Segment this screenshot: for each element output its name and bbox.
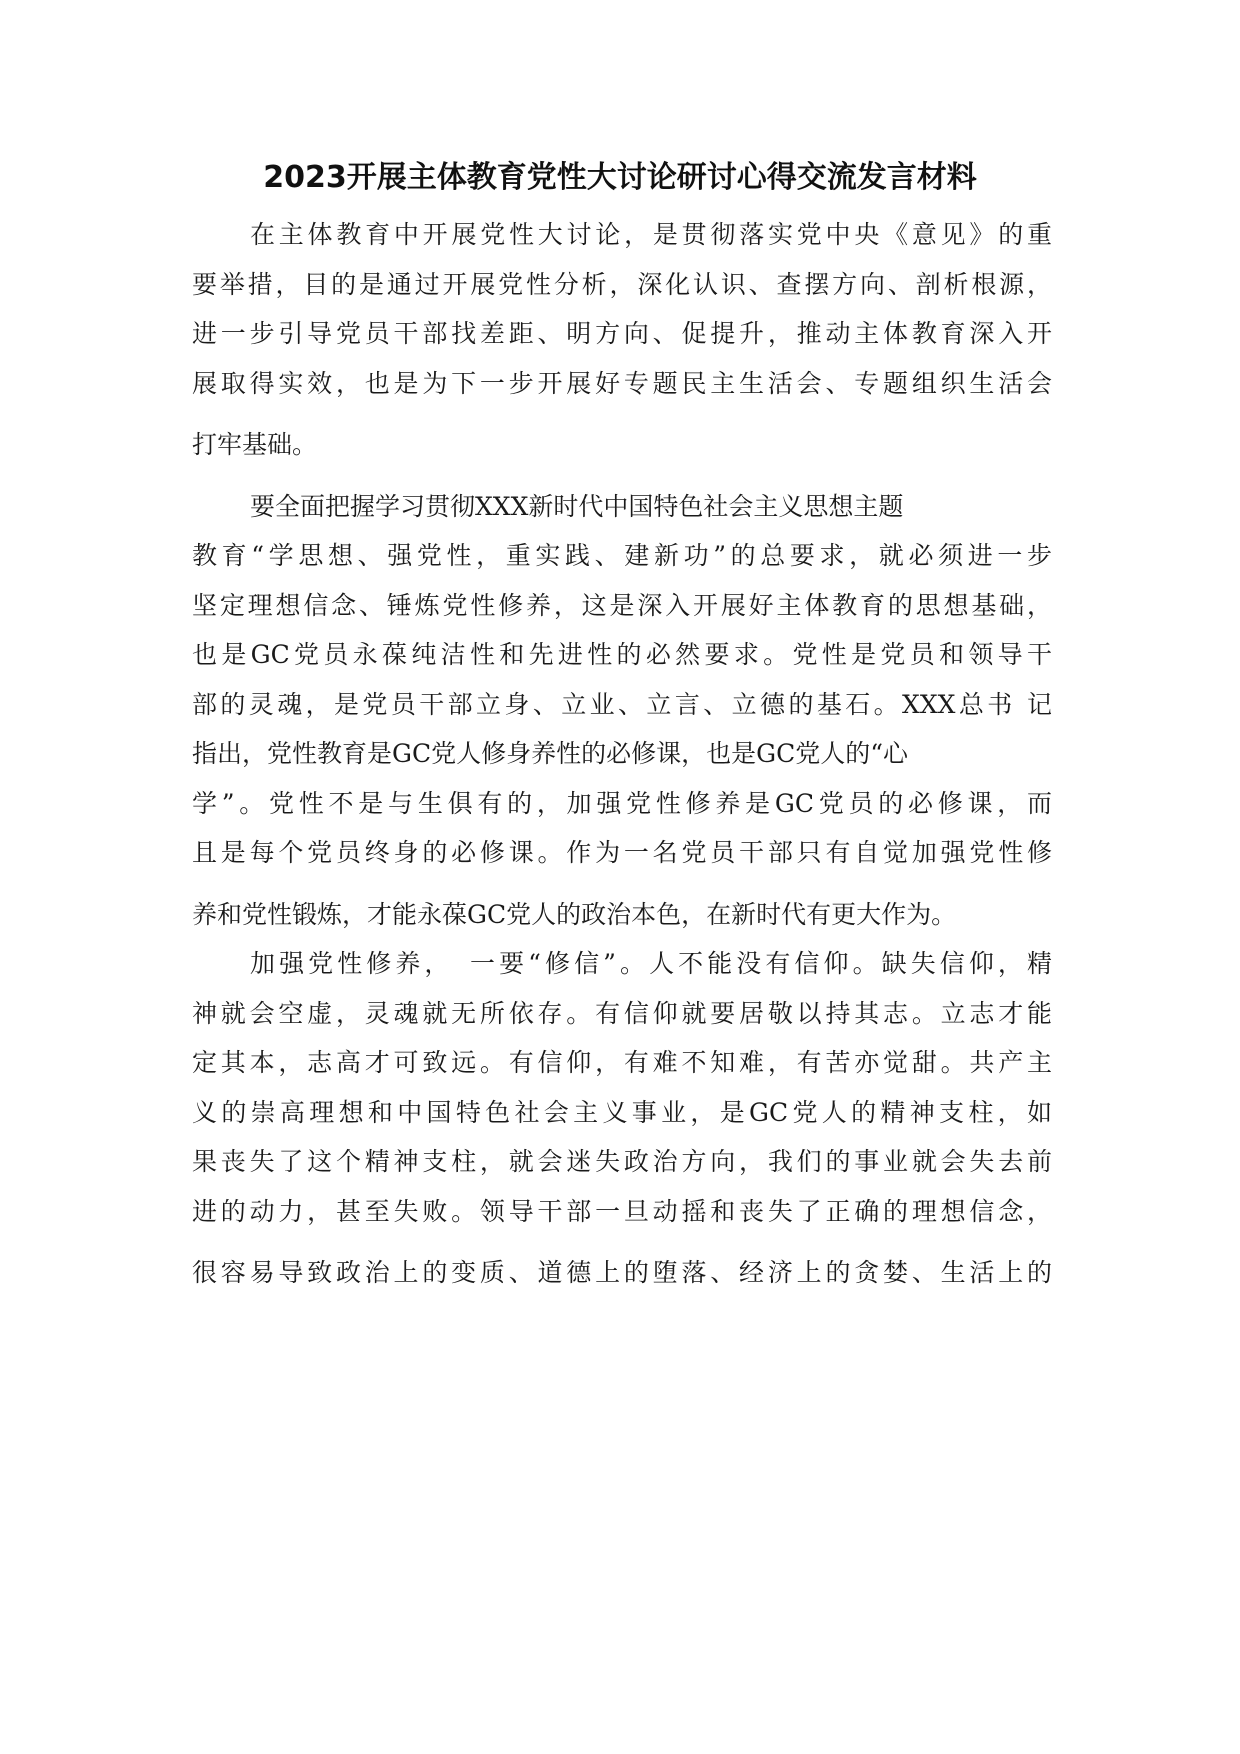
- text-line: 学”。党性不是与生俱有的，加强党性修养是GC党员的必修课，而: [192, 788, 1052, 818]
- document-body: [192, 210, 1052, 1298]
- text-line: 坚定理想信念、锤炼党性修养，这是深入开展好主体教育的思想基础，: [192, 590, 1052, 620]
- paragraph-1: [192, 210, 1052, 470]
- line-gap: [192, 878, 1052, 890]
- text-line: 定其本，志高才可致远。有信仰，有难不知难，有苦亦觉甜。共产主: [192, 1048, 1052, 1077]
- line-gap: [192, 1236, 1052, 1248]
- text-line: 要全面把握学习贯彻XXX新时代中国特色社会主义思想主题: [250, 491, 904, 521]
- text-line: 要举措，目的是通过开展党性分析，深化认识、查摆方向、剖析根源，: [192, 269, 1052, 299]
- paragraph-gap: [192, 470, 1052, 482]
- text-line: 加强党性修养， 一要“修信”。人不能没有信仰。缺失信仰，精: [250, 949, 1052, 978]
- text-line: 神就会空虚，灵魂就无所依存。有信仰就要居敬以持其志。立志才能: [192, 998, 1052, 1028]
- text-line: 进的动力，甚至失败。领导干部一旦动摇和丧失了正确的理想信念，: [192, 1196, 1052, 1226]
- text-line: 也是GC党员永葆纯洁性和先进性的必然要求。党性是党员和领导干: [192, 640, 1052, 669]
- text-line: 打牢基础。: [192, 430, 318, 459]
- paragraph-2: [192, 482, 1052, 940]
- paragraph-3: [192, 939, 1052, 1298]
- text-line: 在主体教育中开展党性大讨论，是贯彻落实党中央《意见》的重: [250, 220, 1052, 249]
- text-line: 很容易导致政治上的变质、道德上的堕落、经济上的贪婪、生活上的: [192, 1258, 1052, 1287]
- text-line: 指出，党性教育是GC党人修身养性的必修课，也是GC党人的“心: [192, 739, 908, 768]
- text-line: 进一步引导党员干部找差距、明方向、促提升，推动主体教育深入开: [192, 319, 1052, 348]
- text-line: 义的崇高理想和中国特色社会主义事业，是GC党人的精神支柱，如: [192, 1097, 1052, 1127]
- text-line: 展取得实效，也是为下一步开展好专题民主生活会、专题组织生活会: [192, 368, 1052, 398]
- line-gap: [192, 408, 1052, 420]
- text-line: 教育“学思想、强党性，重实践、建新功”的总要求，就必须进一步: [192, 541, 1052, 570]
- document-title: 2023开展主体教育党性大讨论研讨心得交流发言材料: [263, 160, 977, 195]
- text-line: 果丧失了这个精神支柱，就会迷失政治方向，我们的事业就会失去前: [192, 1147, 1052, 1176]
- text-line: 养和党性锻炼，才能永葆GC党人的政治本色，在新时代有更大作为。: [192, 899, 957, 929]
- text-line: 部的灵魂，是党员干部立身、立业、立言、立德的基石。XXX总书 记: [192, 689, 1052, 719]
- text-line: 且是每个党员终身的必修课。作为一名党员干部只有自觉加强党性修: [192, 838, 1052, 867]
